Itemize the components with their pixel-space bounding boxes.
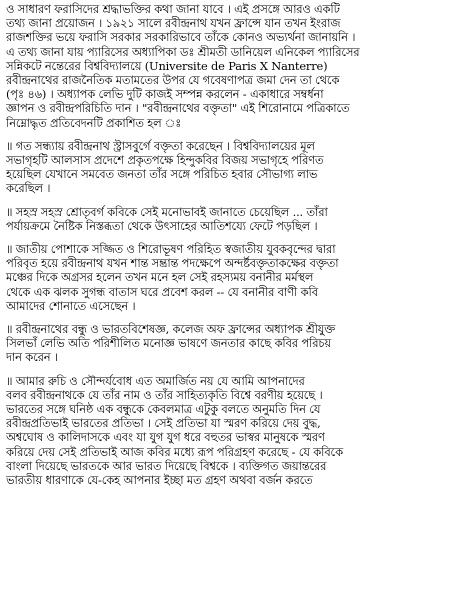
text-line: ভারতীয় ধারণাকে যে-কেহ আপনার ইচ্ছা মত গ্রহণ অথবা বর্জন করতে xyxy=(6,473,313,488)
text-line: মঞ্চের দিকে অগ্রসর হলেন তখন মনে হল সেই রহস্যময় বনানীর মর্মস্থল xyxy=(6,270,314,285)
text-line: ॥ রবীন্দ্রনাথের বন্ধু ও ভারতবিশেষজ্ঞ, কলেজ অফ ফ্রান্সের অধ্যাপক শ্রীযুক্ত xyxy=(6,322,336,337)
text-line: দান করেন । xyxy=(6,350,58,365)
text-line: নিম্নোদ্ধৃত প্রতিবেদনটি প্রকাশিত হল ঃ xyxy=(6,115,182,130)
text-line: ॥ গত সন্ধ্যায় রবীন্দ্রনাথ স্ট্রাসবুর্গে বক্তৃতা করেছেন । বিশ্ববিদ্যালয়ের মূল xyxy=(6,138,315,153)
text-line: পরিবৃত হয়ে রবীন্দ্রনাথ যখন শান্ত সম্ভ্রান্ত পদক্ষেপে অন্দর্ষ্টবক্তৃতাকক্ষের বক্তৃতা xyxy=(6,256,339,271)
text-line: বলব রবীন্দ্রনাথকে যে তাঁর নাম ও তাঁর সাহিত্যকৃতি বিশ্বে বরণীয় হয়েছে । xyxy=(6,387,323,402)
text-line: ॥ জাতীয় পোশাকে সজ্জিত ও শিরোভূষণ পরিহিত স্বজাতীয় যুবকবৃন্দের দ্বারা xyxy=(6,242,336,257)
text-line: হয়েছিল যেখানে সমবেত জনতা তাঁর সঙ্গে পরিচিত হবার সৌভাগ্য লাভ xyxy=(6,167,318,182)
text-line: তথ্য জানা প্রয়োজন । ১৯২১ সালে রবীন্দ্রনাথ যখন ফ্রান্সে যান তখন ইংরাজ xyxy=(6,16,341,31)
text-line: রবীন্দ্রপ্রতিভাই ভারতের প্রতিভা । সেই প্রতিভা যা স্মরণ করিয়ে দেয় বুদ্ধ, xyxy=(6,416,321,431)
paragraph xyxy=(6,374,450,488)
text-line: করেছিল । xyxy=(6,181,51,196)
paragraph xyxy=(6,205,450,233)
document-body xyxy=(6,2,450,487)
text-line: ভারতের সঙ্গে ঘনিষ্ঠ এক বন্ধুকে কেবলমাত্র এটুকু বলতে অনুমতি দিন যে xyxy=(6,402,321,417)
text-line: রাজশক্তির ভয়ে ফরাসি সরকার সরকারিভাবে তাঁকে কোনও অভ্যর্থনা জানায়নি । xyxy=(6,30,356,45)
text-line: সন্নিকটে নন্তেরের বিশ্ববিদ্যালয়ে (Universite de Paris X Nanterre) xyxy=(6,58,328,73)
text-line: বাংলা দিয়েছে ভারতকে আর ভারত দিয়েছে বিশ্বকে । ব্যক্তিগত জয়ান্তরের xyxy=(6,458,327,473)
paragraph xyxy=(6,2,450,130)
text-line: আমাদের শোনাতে এসেছেন । xyxy=(6,298,136,313)
text-line: ও সাধারণ ফরাসিদের শ্রদ্ধাভক্তির কথা জানা যাবে । এই প্রসঙ্গে আরও একটি xyxy=(6,2,340,16)
text-line: ॥ সহস্র সহস্র শ্রোতৃবর্গ কবিকে সেই মনোভাবই জানাতে চেয়েছিল ... তাঁরা xyxy=(6,204,328,219)
text-line: এ তথ্য জানা যায় প্যারিসের অধ্যাপিকা ডঃ শ্রীমতী ডানিয়েল এনিকেল প্যারিসের xyxy=(6,44,360,59)
text-line: করিয়ে দেয় সেই প্রতিভাই আজ কবির মধ্যে রূপ পরিগ্রহণ করেছে - যে কবিকে xyxy=(6,444,343,459)
paragraph xyxy=(6,242,450,313)
paragraph xyxy=(6,322,450,365)
text-line: সভাগৃহটি আলসাস প্রদেশে প্রকৃতপক্ষে হিন্দুকবির বিজয় সভাগৃহে পরিণত xyxy=(6,153,324,168)
text-line: অশ্বঘোষ ও কালিদাসকে এবং যা যুগ যুগ ধরে বহুতর ভাস্বর মানুষকে স্মরণ xyxy=(6,430,325,445)
text-line: সিলভাঁ লেভি অতি পরিশীলিত মনোজ্ঞ ভাষণে জনতার কাছে কবির পরিচয় xyxy=(6,336,331,351)
paragraph xyxy=(6,139,450,196)
text-line: পর্যায়ক্রমে নৈষ্টিক নিস্তব্ধতা থেকে উৎসাহের আতিশয্যে ফেটে পড়ছিল । xyxy=(6,218,318,233)
text-line: রবীন্দ্রনাথের রাজনৈতিক মতামতের উপর যে গবেষণাপত্র জমা দেন তা থেকে xyxy=(6,73,340,88)
text-line: থেকে এক ঝলক সুগন্ধ বাতাস ঘরে প্রবেশ করল -- যে বনানীর বাণী কবি xyxy=(6,284,318,299)
text-line: (পৃঃ ৪৬) । অধ্যাপক লেভি দুটি কাজই সম্পন্ন করলেন - একাধারে সম্বর্ধনা xyxy=(6,87,324,102)
text-line: ॥ আমার রুচি ও সৌন্দর্যবোধ এত অমার্জিত নয় যে আমি আপনাদের xyxy=(6,373,305,388)
text-line: জ্ঞাপন ও রবীন্দ্রপরিচিতি দান । "রবীন্দ্রনাথের বক্তৃতা" এই শিরোনামে পত্রিকাতে xyxy=(6,101,350,116)
